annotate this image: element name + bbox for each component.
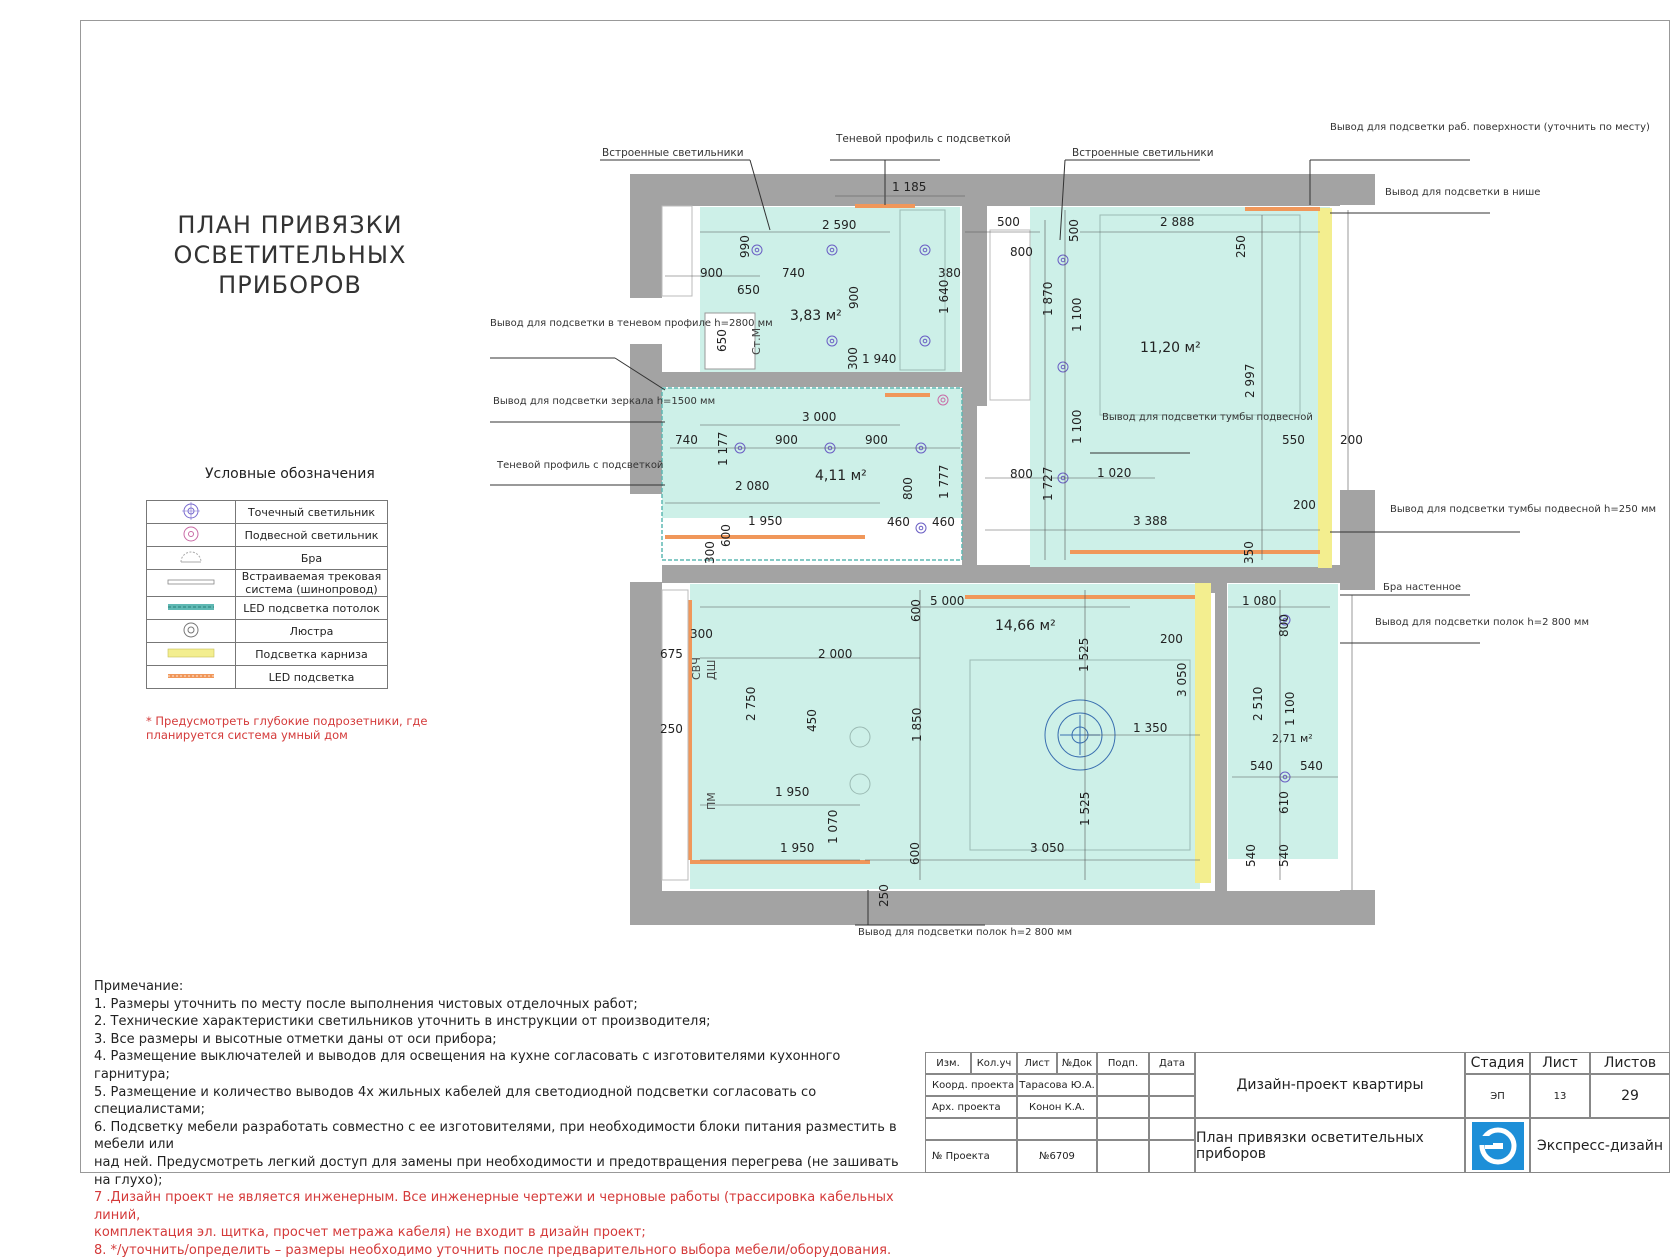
dimension-label: 2 510 bbox=[1251, 686, 1265, 721]
dimension-label: 740 bbox=[675, 433, 698, 447]
stamp-arch-label: Арх. проекта bbox=[925, 1096, 1017, 1118]
drawing-title-line1: ПЛАН ПРИВЯЗКИ bbox=[177, 211, 403, 239]
callout-text: Встроенные светильники bbox=[1072, 147, 1214, 159]
stamp-company: Экспресс-дизайн bbox=[1530, 1118, 1670, 1173]
note-item: над ней. Предусмотреть легкий доступ для замены при необходимости и предотвращения перегрева (не зашивать на глухо); bbox=[94, 1154, 899, 1188]
dimension-label: 250 bbox=[660, 722, 683, 736]
dimension-label: 900 bbox=[775, 433, 798, 447]
callout-text: Вывод для подсветки в теневом профиле h=2800 мм bbox=[490, 318, 773, 329]
dimension-label: 3 050 bbox=[1175, 662, 1189, 697]
callout-text: Вывод для подсветки зеркала h=1500 мм bbox=[493, 396, 716, 407]
dimension-label: 1 100 bbox=[1070, 297, 1084, 332]
callout-text: Вывод для подсветки полок h=2 800 мм bbox=[858, 927, 1073, 938]
dimension-label: 1 640 bbox=[937, 279, 951, 314]
stamp-cell bbox=[1097, 1140, 1149, 1173]
dimension-label: 1 070 bbox=[826, 809, 840, 844]
partition-wall bbox=[1215, 583, 1227, 891]
dimension-label: 540 bbox=[1300, 759, 1323, 773]
dimension-label: 800 bbox=[1010, 467, 1033, 481]
dimension-label: 540 bbox=[1277, 844, 1291, 867]
company-logo-icon bbox=[1471, 1121, 1525, 1171]
dimension-label: 1 525 bbox=[1077, 637, 1091, 672]
dimension-label: 2 590 bbox=[822, 218, 857, 232]
legend-label: Подвесной светильник bbox=[236, 524, 388, 547]
dimension-label: 450 bbox=[805, 709, 819, 732]
dimension-label: 200 bbox=[1160, 632, 1183, 646]
dimension-label: 1 950 bbox=[780, 841, 815, 855]
cornice-light bbox=[1195, 583, 1211, 883]
led-strip bbox=[665, 535, 865, 539]
stamp-cell bbox=[1097, 1118, 1149, 1140]
dishwasher-pm-label: ПМ bbox=[705, 792, 718, 810]
stamp-list-header: Лист bbox=[1530, 1052, 1590, 1074]
legend-label: LED подсветка bbox=[236, 666, 388, 689]
room-living bbox=[690, 584, 1200, 889]
room-area-bedroom: 11,20 м² bbox=[1140, 340, 1201, 356]
dimension-label: 1 100 bbox=[1070, 409, 1084, 444]
room-area-living: 14,66 м² bbox=[995, 618, 1056, 634]
stamp-sheet-title: План привязки осветительных приборов bbox=[1195, 1118, 1465, 1173]
microwave-label: СВЧ bbox=[690, 657, 703, 680]
dimension-label: 350 bbox=[1242, 541, 1256, 564]
dimension-label: 200 bbox=[1293, 498, 1316, 512]
stamp-list-value: 13 bbox=[1530, 1074, 1590, 1118]
notes-heading: Примечание: bbox=[94, 979, 184, 994]
stamp-cell bbox=[1149, 1096, 1195, 1118]
dimension-label: 1 870 bbox=[1041, 281, 1055, 316]
window-opening bbox=[1340, 590, 1375, 890]
dimension-label: 1 950 bbox=[748, 514, 783, 528]
room-bedroom bbox=[1030, 207, 1330, 567]
legend-label: Бра bbox=[236, 547, 388, 570]
dimension-label: 460 bbox=[887, 515, 910, 529]
callout-text: Бра настенное bbox=[1383, 582, 1462, 593]
stamp-stage-header: Стадия bbox=[1465, 1052, 1530, 1074]
callout-text: Вывод для подсветки в нише bbox=[1385, 187, 1541, 198]
dimension-label: 990 bbox=[738, 235, 752, 258]
stamp-lists-value: 29 bbox=[1590, 1074, 1670, 1118]
dimension-label: 460 bbox=[932, 515, 955, 529]
stamp-cell bbox=[1149, 1140, 1195, 1173]
callout-10 bbox=[1330, 504, 1656, 532]
partition-wall bbox=[662, 565, 1340, 583]
dimension-label: 200 bbox=[1340, 433, 1363, 447]
partition-wall bbox=[662, 372, 962, 387]
dimension-label: 1 177 bbox=[716, 431, 730, 466]
stamp-lists-header: Листов bbox=[1590, 1052, 1670, 1074]
stamp-header-list: Лист bbox=[1017, 1052, 1057, 1074]
dimension-label: 500 bbox=[1067, 219, 1081, 242]
dimension-label: 1 777 bbox=[937, 464, 951, 499]
stamp-cell bbox=[1017, 1118, 1097, 1140]
stamp-cell bbox=[1097, 1096, 1149, 1118]
callout-text: Теневой профиль с подсветкой bbox=[836, 133, 1011, 145]
stamp-cell bbox=[925, 1118, 1017, 1140]
stamp-koord-name: Тарасова Ю.А. bbox=[1017, 1074, 1097, 1096]
dimension-label: 1 100 bbox=[1283, 691, 1297, 726]
note-item: 5. Размещение и количество выводов 4х жильных кабелей для светодиодной подсветки согласовать со специалистами; bbox=[94, 1084, 817, 1118]
dimension-label: 650 bbox=[715, 329, 729, 352]
note-item: 8. */уточнить/определить – размеры необходимо уточнить после предварительного выбора мебели/оборудования. bbox=[94, 1242, 892, 1258]
dimension-label: 380 bbox=[938, 266, 961, 280]
led-strip bbox=[1070, 550, 1320, 554]
smart-home-note: * Предусмотреть глубокие подрозетники, где планируется система умный дом bbox=[146, 714, 428, 742]
dimension-label: 2 997 bbox=[1243, 363, 1257, 398]
legend-label: LED подсветка потолок bbox=[236, 597, 388, 620]
stamp-header-ndok: №Док bbox=[1057, 1052, 1097, 1074]
notes-block bbox=[94, 978, 914, 1260]
cornice-light bbox=[1318, 208, 1332, 568]
note-item: 2. Технические характеристики светильников уточнить в инструкции от производителя; bbox=[94, 1014, 711, 1030]
led-strip bbox=[885, 393, 930, 397]
note-item: 1. Размеры уточнить по месту после выполнения чистовых отделочных работ; bbox=[94, 996, 638, 1012]
stamp-cell bbox=[1097, 1074, 1149, 1096]
dimension-label: 600 bbox=[908, 842, 922, 865]
dimension-label: 1 950 bbox=[775, 785, 810, 799]
dimension-label: 1 350 bbox=[1133, 721, 1168, 735]
dimension-label: 540 bbox=[1244, 844, 1258, 867]
dimension-label: 1 940 bbox=[862, 352, 897, 366]
stamp-proj-num: №6709 bbox=[1017, 1140, 1097, 1173]
stamp-project-name: Дизайн-проект квартиры bbox=[1195, 1052, 1465, 1118]
dimension-label: 300 bbox=[846, 347, 860, 370]
stamp-header-data: Дата bbox=[1149, 1052, 1195, 1074]
entrance-opening bbox=[630, 494, 662, 582]
dimension-label: 1 080 bbox=[1242, 594, 1277, 608]
dimension-label: 610 bbox=[1277, 791, 1291, 814]
callout-text: Вывод для подсветки полок h=2 800 мм bbox=[1375, 617, 1590, 628]
partition-wall bbox=[977, 206, 987, 406]
dimension-label: 600 bbox=[719, 524, 733, 547]
note-item: 7 .Дизайн проект не является инженерным. Все инженерные чертежи и черновые работы (трассировка кабельных линий, bbox=[94, 1190, 894, 1223]
dimension-label: 3 388 bbox=[1133, 514, 1168, 528]
dimension-label: 600 bbox=[909, 599, 923, 622]
note-item: 6. Подсветку мебели разработать совместно с ее изготовителями, при необходимости блоки питания разместить в мебели или bbox=[94, 1119, 897, 1153]
dimension-label: 2 080 bbox=[735, 479, 770, 493]
room-hall bbox=[662, 388, 962, 518]
legend-label: Подсветка карниза bbox=[236, 643, 388, 666]
callout-text: Встроенные светильники bbox=[602, 147, 744, 159]
legend-label: Люстра bbox=[236, 620, 388, 643]
room-area-bath: 3,83 м² bbox=[790, 308, 842, 324]
partition-wall bbox=[962, 206, 977, 571]
dimension-label: 900 bbox=[847, 286, 861, 309]
dimension-label: 3 000 bbox=[802, 410, 837, 424]
led-strip bbox=[1245, 207, 1320, 211]
dimension-label: 1 727 bbox=[1041, 466, 1055, 501]
dimension-label: 650 bbox=[737, 283, 760, 297]
window-opening bbox=[1340, 205, 1375, 490]
dimension-label: 540 bbox=[1250, 759, 1273, 773]
callout-text: Вывод для подсветки тумбы подвесной h=250 мм bbox=[1390, 504, 1657, 515]
dimension-label: 5 000 bbox=[930, 594, 965, 608]
dimension-label: 500 bbox=[997, 215, 1020, 229]
note-item: 4. Размещение выключателей и выводов для освещения на кухне согласовать с изготовителями кухонного гарнитура; bbox=[94, 1049, 841, 1082]
dimension-label: 250 bbox=[1234, 235, 1248, 258]
stamp-cell bbox=[1149, 1074, 1195, 1096]
dimension-label: 1 525 bbox=[1078, 791, 1092, 826]
dimension-label: 2 750 bbox=[744, 686, 758, 721]
drawing-title-line2: ОСВЕТИТЕЛЬНЫХ ПРИБОРОВ bbox=[173, 241, 407, 299]
dimension-label: 800 bbox=[901, 477, 915, 500]
dimension-label: 1 020 bbox=[1097, 466, 1132, 480]
stamp-header-izm: Изм. bbox=[925, 1052, 971, 1074]
title-stamp bbox=[925, 1052, 1670, 1173]
led-strip bbox=[690, 860, 870, 864]
dimension-label: 900 bbox=[700, 266, 723, 280]
dimension-label: 800 bbox=[1277, 614, 1291, 637]
dimension-label: 2 888 bbox=[1160, 215, 1195, 229]
dimension-label: 550 bbox=[1282, 433, 1305, 447]
dimension-label: 800 bbox=[1010, 245, 1033, 259]
dimension-label: 3 050 bbox=[1030, 841, 1065, 855]
kitchenette-outline bbox=[662, 206, 692, 296]
dimension-label: 740 bbox=[782, 266, 805, 280]
stamp-cell bbox=[1149, 1118, 1195, 1140]
dimension-label: 1 185 bbox=[892, 180, 927, 194]
note-item: комплектация эл. щитка, просчет метража кабеля) не входит в дизайн проект; bbox=[94, 1225, 646, 1241]
dimension-label: 900 bbox=[865, 433, 888, 447]
callout-text: Вывод для подсветки тумбы подвесной bbox=[1102, 412, 1313, 423]
room-area-hall: 4,11 м² bbox=[815, 468, 867, 484]
legend-title: Условные обозначения bbox=[205, 466, 375, 482]
dimension-label: 300 bbox=[690, 627, 713, 641]
washing-machine-label: Ст.М. bbox=[750, 324, 763, 355]
dimension-label: 675 bbox=[660, 647, 683, 661]
stamp-header-koluch: Кол.уч bbox=[971, 1052, 1017, 1074]
stamp-arch-name: Конон К.А. bbox=[1017, 1096, 1097, 1118]
legend-label: Встраиваемая трековая система (шинопровод) bbox=[236, 570, 388, 597]
stamp-header-podp: Подп. bbox=[1097, 1052, 1149, 1074]
callout-12 bbox=[1340, 617, 1589, 643]
room-area-loggia: 2,71 м² bbox=[1272, 732, 1313, 745]
callout-text: Вывод для подсветки раб. поверхности (уточнить по месту) bbox=[1330, 122, 1650, 133]
dimension-label: 250 bbox=[877, 884, 891, 907]
stamp-proj-label: № Проекта bbox=[925, 1140, 1017, 1173]
legend-label: Точечный светильник bbox=[236, 501, 388, 524]
dimension-label: 1 850 bbox=[910, 707, 924, 742]
stamp-stage-value: ЭП bbox=[1465, 1074, 1530, 1118]
company-logo bbox=[1465, 1118, 1530, 1173]
callout-text: Теневой профиль с подсветкой bbox=[497, 460, 664, 471]
dishwasher-label: ДШ bbox=[705, 659, 718, 680]
stamp-koord-label: Коорд. проекта bbox=[925, 1074, 1017, 1096]
led-strip bbox=[965, 595, 1195, 599]
note-item: 3. Все размеры и высотные отметки даны от оси прибора; bbox=[94, 1031, 497, 1047]
dimension-label: 2 000 bbox=[818, 647, 853, 661]
dimension-label: 300 bbox=[703, 541, 717, 564]
